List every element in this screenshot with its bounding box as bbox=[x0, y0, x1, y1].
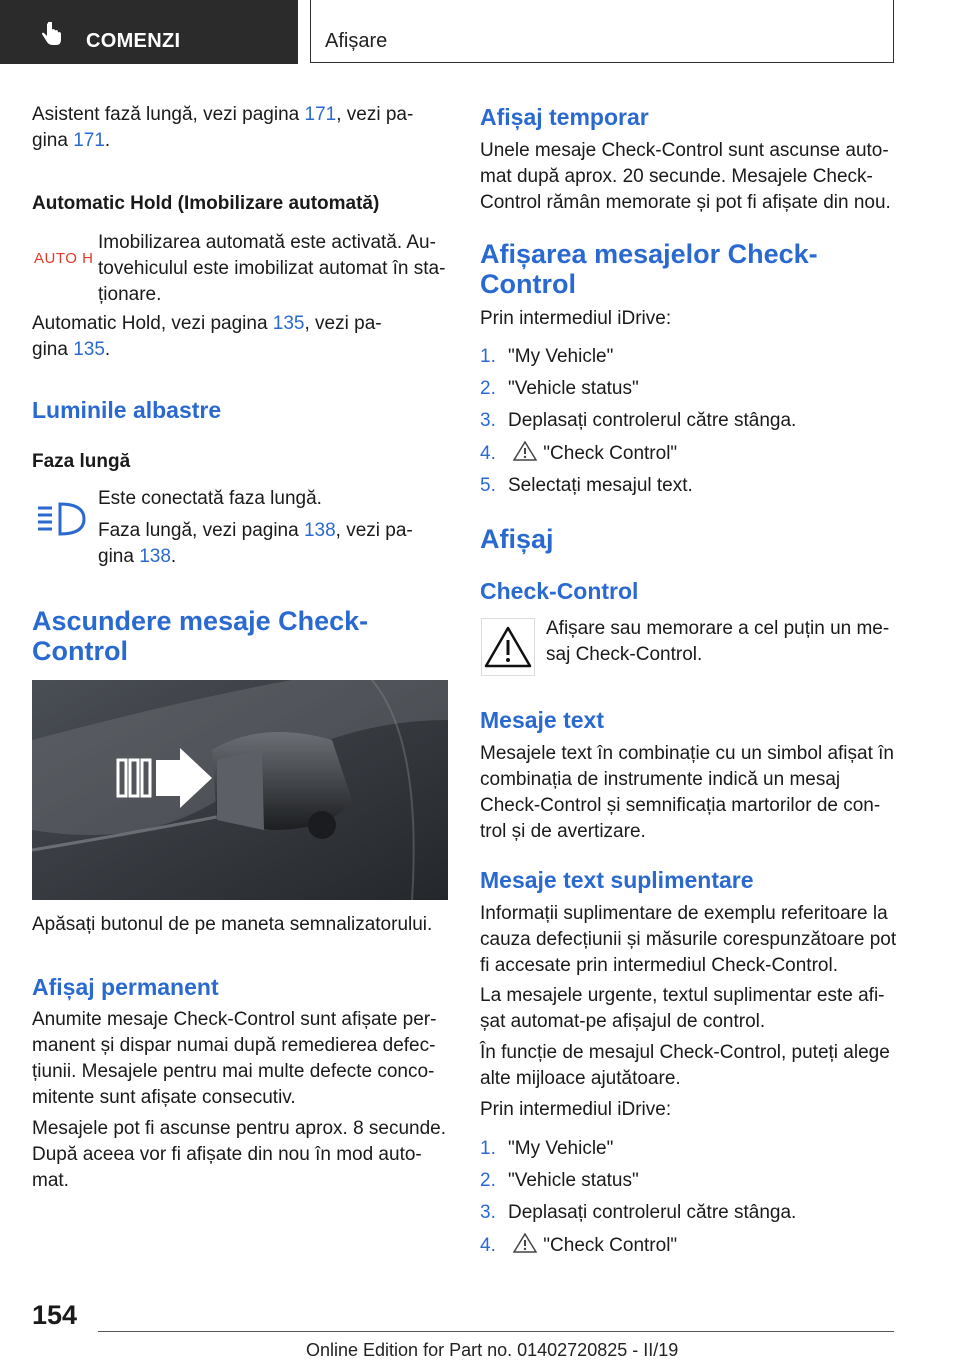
check-control-warning-icon bbox=[481, 618, 535, 676]
hide-messages-heading: Ascundere mesaje Check- Control bbox=[32, 606, 369, 666]
check-control-text: Afișare sau memorare a cel puțin un me- saj Check-Control. bbox=[546, 618, 890, 665]
temporary-display-text: Unele mesaje Check-Control sunt ascunse auto- mat după aprox. 20 secunde. Mesajele Check- Control rămân memorate și pot fi afișate din nou. bbox=[480, 140, 891, 213]
page-link[interactable]: 135 bbox=[73, 339, 105, 360]
chapter-title: Afișare bbox=[325, 30, 388, 52]
urgent-messages-text: La mesajele urgente, textul suplimentar este afi- șat automat-pe afișajul de control. bbox=[480, 985, 885, 1032]
section-tab[interactable] bbox=[0, 0, 298, 64]
page-link[interactable]: 138 bbox=[303, 520, 336, 541]
via-idrive-text-2: Prin intermediul iDrive: bbox=[480, 1099, 672, 1120]
list-item: 3. Deplasați controlerul către stânga. bbox=[480, 1202, 797, 1223]
high-beam-text: Este conectată faza lungă. bbox=[98, 488, 322, 509]
press-button-text: Apăsați butonul de pe maneta semnalizatorului. bbox=[32, 914, 433, 935]
high-beam-icon bbox=[34, 500, 88, 540]
page-number: 154 bbox=[32, 1300, 78, 1330]
permanent-display-text: Anumite mesaje Check-Control sunt afișate per- manent și dispar numai după remedierea defec- țiunii. Mesajele pentru mai multe defecte conco- mitente sunt afișate consecutiv. bbox=[32, 1009, 437, 1108]
list-item: 1. "My Vehicle" bbox=[480, 346, 614, 367]
check-control-heading: Check-Control bbox=[480, 578, 639, 604]
list-item: 2. "Vehicle status" bbox=[480, 378, 639, 399]
hide-8s-text: Mesajele pot fi ascunse pentru aprox. 8 secunde. După aceea vor fi afișate din nou în mod auto- mat. bbox=[32, 1118, 447, 1191]
turn-signal-lever-photo bbox=[32, 680, 448, 900]
depending-text: În funcție de mesajul Check-Control, puteți alege alte mijloace ajutătoare. bbox=[480, 1042, 890, 1089]
auto-hold-heading: Automatic Hold (Imobilizare automată) bbox=[32, 193, 380, 214]
show-messages-heading: Afișarea mesajelor Check- Control bbox=[480, 239, 818, 299]
list-item: 5. Selectați mesajul text. bbox=[480, 475, 693, 496]
footer-divider bbox=[98, 1331, 894, 1332]
warning-triangle-icon bbox=[513, 441, 537, 461]
list-item: 4. "Check Control" bbox=[480, 1235, 678, 1256]
via-idrive-text: Prin intermediul iDrive: bbox=[480, 308, 672, 329]
list-item: 1. "My Vehicle" bbox=[480, 1138, 614, 1159]
high-beam-ref: Faza lungă, vezi pagina 138, vezi pa- gina 138. bbox=[98, 520, 413, 567]
edition-text: Online Edition for Part no. 01402720825 - II/19 bbox=[306, 1340, 679, 1360]
blue-lights-heading: Luminile albastre bbox=[32, 397, 222, 423]
warning-triangle-icon bbox=[513, 1233, 537, 1253]
page-link[interactable]: 171 bbox=[304, 104, 337, 125]
list-item: 2. "Vehicle status" bbox=[480, 1170, 639, 1191]
display-heading: Afișaj bbox=[480, 524, 554, 554]
list-item: 3. Deplasați controlerul către stânga. bbox=[480, 410, 797, 431]
chapter-header bbox=[310, 0, 894, 63]
permanent-display-heading: Afișaj permanent bbox=[32, 974, 219, 1000]
temporary-display-heading: Afișaj temporar bbox=[480, 104, 649, 130]
text-messages-heading: Mesaje text bbox=[480, 707, 605, 733]
additional-messages-text: Informații suplimentare de exemplu referitoare la cauza defecțiunii și măsurile corespunzătoare pot fi accesate prin intermediul Check-Control. bbox=[480, 903, 897, 976]
auto-hold-icon: AUTO H bbox=[34, 250, 94, 267]
auto-hold-text: Imobilizarea automată este activată. Au- tovehiculul este imobilizat automat în sta- ționare. bbox=[98, 232, 446, 305]
page-link[interactable]: 135 bbox=[272, 313, 305, 334]
additional-messages-heading: Mesaje text suplimentare bbox=[480, 867, 754, 893]
section-tab-label: COMENZI bbox=[86, 30, 181, 52]
high-beam-heading: Faza lungă bbox=[32, 451, 131, 472]
auto-hold-ref: Automatic Hold, vezi pagina 135, vezi pa- gina 135. bbox=[32, 313, 382, 360]
page-link[interactable]: 171 bbox=[73, 130, 105, 151]
list-item: 4. "Check Control" bbox=[480, 443, 678, 464]
page-link[interactable]: 138 bbox=[139, 546, 171, 567]
hand-pointer-icon bbox=[40, 22, 64, 48]
text-messages-text: Mesajele text în combinație cu un simbol afișat în combinația de instrumente indică un mesaj Check-Control și semnificația martorilor de con- trol și de avertizare. bbox=[480, 743, 894, 842]
assist-high-beam-ref: Asistent fază lungă, vezi pagina 171, vezi pa- gina 171. bbox=[32, 104, 414, 151]
